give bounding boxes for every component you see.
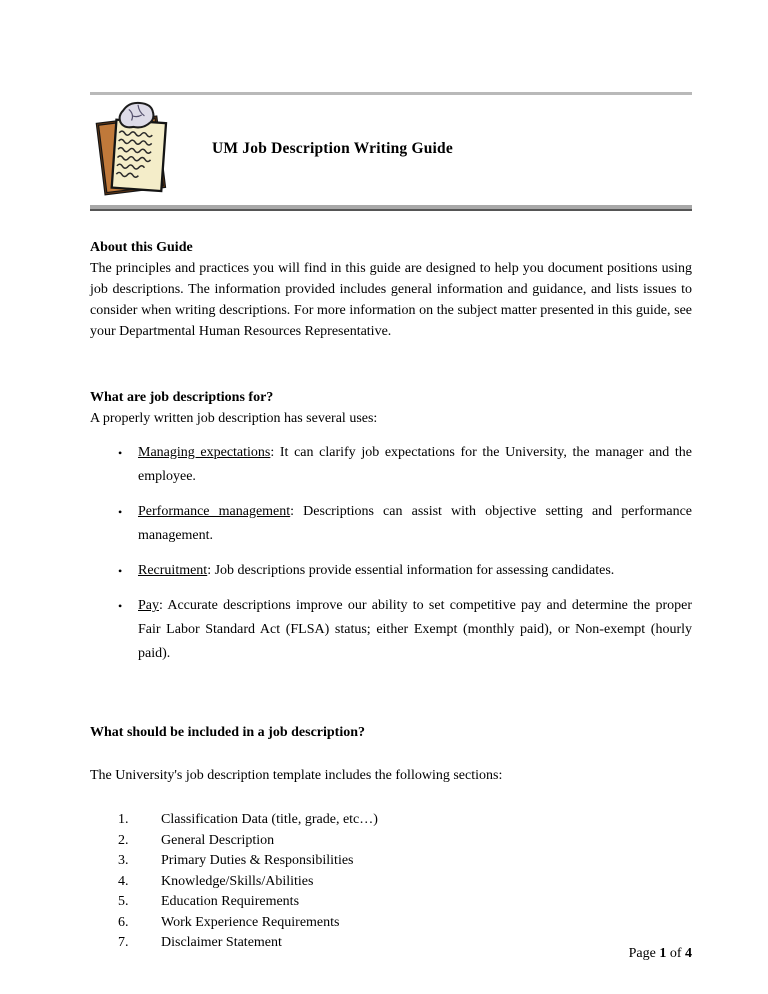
item-label: Education Requirements — [161, 894, 300, 909]
bullet-icon: • — [118, 505, 123, 519]
bullet-term: Performance management — [138, 504, 291, 519]
page-content — [90, 0, 692, 994]
bullet-desc: : Accurate descriptions improve our ability to set competitive pay and determine the proper Fair Labor Standard Act (FLSA) status; either Exempt (monthly paid), or Non-exempt (hourly paid). — [138, 598, 692, 661]
item-label: Disclaimer Statement — [161, 935, 282, 950]
about-heading: About this Guide — [90, 240, 193, 255]
list-item — [90, 559, 692, 583]
bullet-term: Pay — [138, 598, 159, 613]
list-item — [90, 594, 692, 666]
item-label: Primary Duties & Responsibilities — [161, 853, 354, 868]
bullet-text — [138, 500, 692, 548]
item-label: Classification Data (title, grade, etc…) — [161, 812, 378, 827]
list-item — [90, 441, 692, 489]
item-number: 6. — [118, 914, 129, 930]
included-heading: What should be included in a job description? — [90, 725, 366, 740]
item-number: 4. — [118, 873, 129, 889]
bullet-term: Recruitment — [138, 563, 208, 578]
bullet-desc: : It can clarify job expectations for the University, the manager and the employee. — [138, 445, 692, 484]
footer-separator: of — [666, 946, 685, 961]
uses-heading: What are job descriptions for? — [90, 390, 274, 405]
list-item — [90, 913, 692, 934]
bullet-text — [138, 441, 692, 489]
list-item — [90, 872, 692, 893]
section-included — [90, 722, 692, 954]
bullet-desc: : Job descriptions provide essential information for assessing candidates. — [207, 563, 615, 578]
uses-intro: A properly written job description has several uses: — [90, 411, 378, 426]
bullet-term: Managing expectations — [138, 445, 271, 460]
footer-page-number: 1 — [659, 946, 667, 961]
bullet-icon: • — [118, 599, 123, 613]
list-item — [90, 851, 692, 872]
about-paragraph: The principles and practices you will find in this guide are designed to help you document positions using job descriptions. The information provided includes general information and guidance, and lists issues to consider when writing descriptions. For more information on the subject matter presented in this guide, see your Departmental Human Resources Representative. — [90, 261, 692, 339]
item-number: 5. — [118, 894, 129, 909]
list-item — [90, 892, 692, 913]
item-label: Knowledge/Skills/Abilities — [161, 873, 314, 889]
footer-prefix: Page — [628, 946, 660, 961]
list-item — [90, 933, 692, 954]
list-item — [90, 500, 692, 548]
page-footer — [629, 946, 692, 962]
header-divider-rule — [90, 205, 692, 211]
template-sections-list — [90, 810, 692, 954]
item-label: Work Experience Requirements — [161, 914, 340, 930]
included-intro: The University's job description template includes the following sections: — [90, 768, 503, 783]
bullet-icon: • — [118, 564, 123, 578]
item-number: 3. — [118, 853, 129, 868]
bullet-desc: : Descriptions can assist with objective setting and performance management. — [138, 504, 692, 543]
footer-page-total: 4 — [685, 946, 692, 961]
item-number: 1. — [118, 812, 129, 827]
list-item — [90, 831, 692, 852]
list-item — [90, 810, 692, 831]
section-about — [90, 237, 692, 342]
clipboard-icon — [92, 101, 184, 197]
document-header — [90, 95, 692, 205]
section-uses — [90, 387, 692, 666]
uses-bullet-list — [90, 441, 692, 666]
item-number: 7. — [118, 935, 129, 950]
item-number: 2. — [118, 832, 129, 848]
item-label: General Description — [161, 832, 275, 848]
bullet-text — [138, 559, 692, 583]
document-title: UM Job Description Writing Guide — [212, 140, 453, 157]
bullet-text — [138, 594, 692, 666]
bullet-icon: • — [118, 446, 123, 460]
